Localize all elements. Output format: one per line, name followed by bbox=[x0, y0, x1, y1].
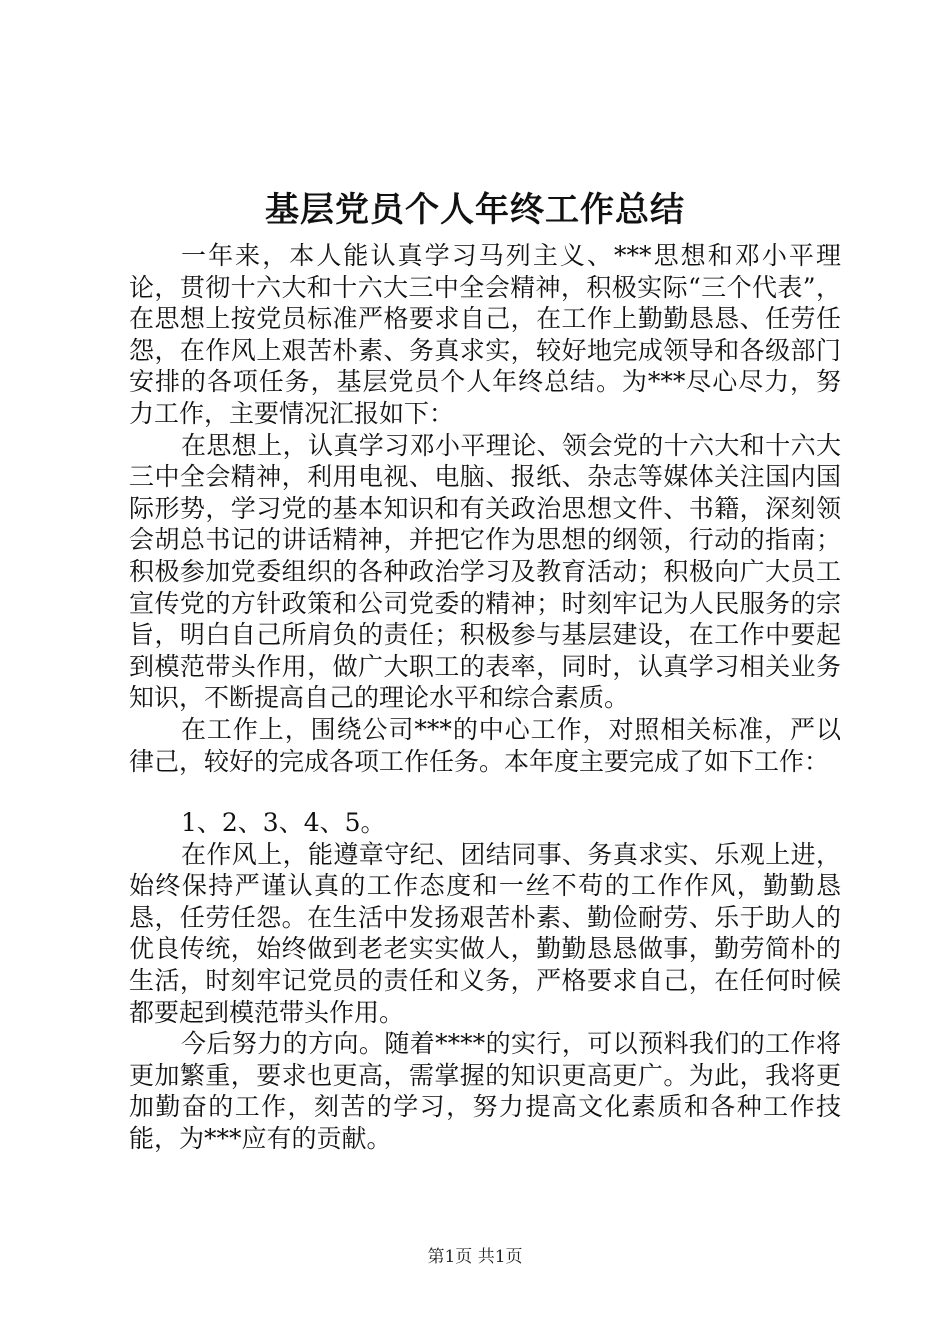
page-number-footer: 第1页 共1页 bbox=[427, 1247, 523, 1267]
paragraph-future: 今后努力的方向。随着****的实行，可以预料我们的工作将更加繁重，要求也更高，需掌握的知识更高更广。为此，我将更加勤奋的工作，刻苦的学习，努力提高文化素质和各种工作技能，为***应有的贡献。 bbox=[129, 1029, 841, 1154]
paragraph-ideology: 在思想上，认真学习邓小平理论、领会党的十六大和十六大三中全会精神，利用电视、电脑、报纸、杂志等媒体关注国内国际形势，学习党的基本知识和有关政治思想文件、书籍，深刻领会胡总书记的讲话精神，并把它作为思想的纲领，行动的指南；积极参加党委组织的各种政治学习及教育活动；积极向广大员工宣传党的方针政策和公司党委的精神；时刻牢记为人民服务的宗旨，明白自己所肩负的责任；积极参与基层建设，在工作中要起到模范带头作用，做广大职工的表率，同时，认真学习相关业务知识，不断提高自己的理论水平和综合素质。 bbox=[129, 430, 841, 713]
paragraph-intro: 一年来，本人能认真学习马列主义、***思想和邓小平理论，贯彻十六大和十六大三中全会精神，积极实际“三个代表”，在思想上按党员标准严格要求自己，在工作上勤勤恳恳、任劳任怨，在作风上艰苦朴素、务真求实，较好地完成领导和各级部门安排的各项任务，基层党员个人年终总结。为***尽心尽力，努力工作，主要情况汇报如下： bbox=[129, 241, 841, 428]
paragraph-work: 在工作上，围绕公司***的中心工作，对照相关标准，严以律己，较好的完成各项工作任务。本年度主要完成了如下工作： bbox=[129, 714, 841, 776]
document-body bbox=[129, 240, 841, 1155]
paragraph-style: 在作风上，能遵章守纪、团结同事、务真求实、乐观上进，始终保持严谨认真的工作态度和一丝不苟的工作作风，勤勤恳恳，任劳任怨。在生活中发扬艰苦朴素、勤俭耐劳、乐于助人的优良传统，始终做到老老实实做人，勤勤恳恳做事，勤劳简朴的生活，时刻牢记党员的责任和义务，严格要求自己，在任何时候都要起到模范带头作用。 bbox=[129, 839, 841, 1027]
paragraph-work-list: 1、2、3、4、5。 bbox=[181, 808, 386, 838]
document-title: 基层党员个人年终工作总结 bbox=[265, 190, 685, 230]
